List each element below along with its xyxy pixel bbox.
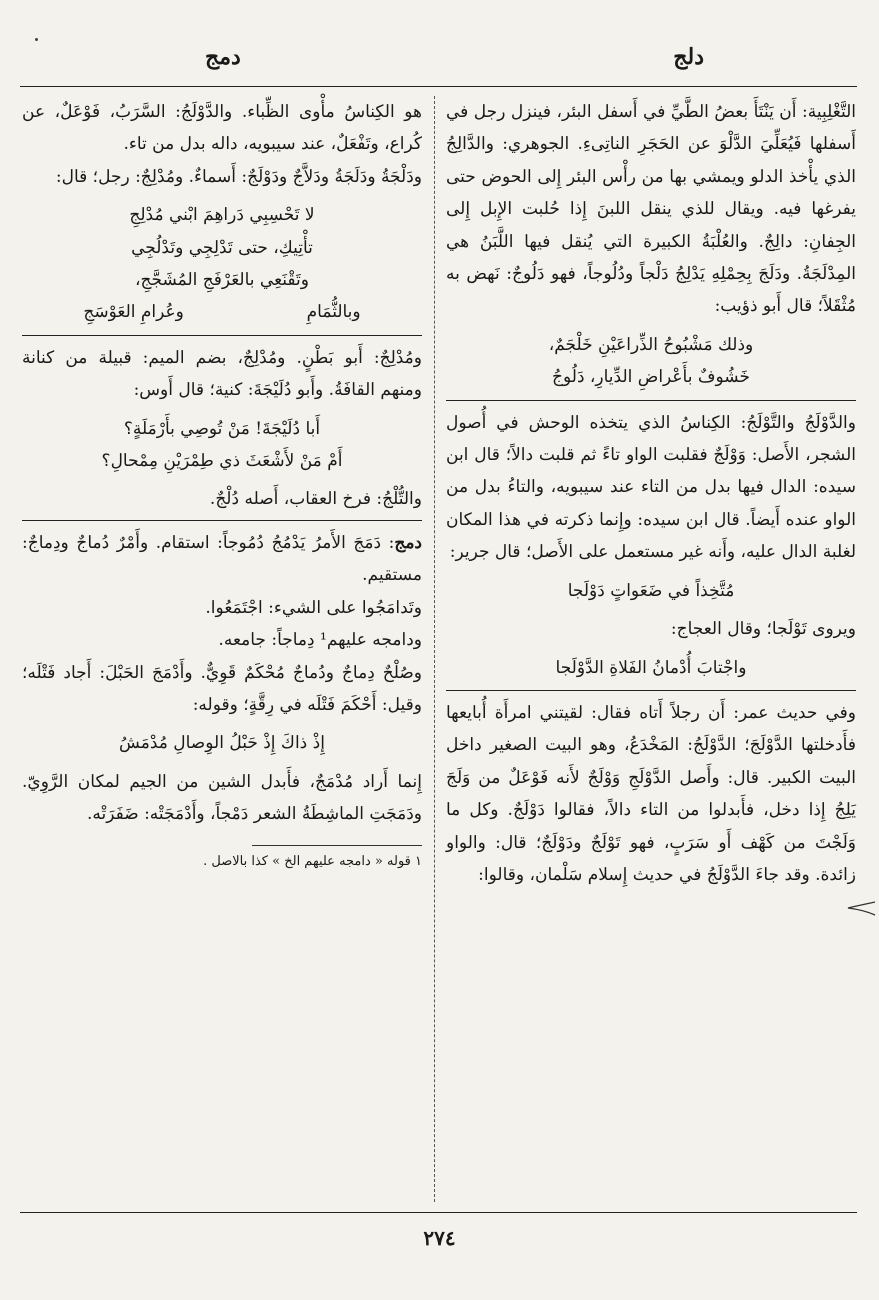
page-number: ٢٧٤: [423, 1226, 456, 1250]
entry-headword: دمج: [394, 532, 422, 553]
footnote-rule: [252, 845, 422, 846]
verse-hemistich: وبالثُّمَامِ: [306, 302, 361, 323]
verse-hemistich: وعُرامِ العَوْسَجِ: [83, 302, 184, 323]
paragraph: والدَّوْلَجُ والتَّوْلَجُ: الكِناسُ الذي يتخذه الوحش في أُصول الشجر، الأَصل: وَوْلَجٌ فقلبت الواو تاءً ثم قلبت دالاً؛ قال ابن سيده: الدال فيها بدل من التاء عند سيبويه، والتاءُ بدل من الواو عنده أَيضاً. قال ابن سيده: وإِنما ذكرته في هذا المكان لغلبة الدال عليه، وأَنه غير مستعمل على الأَصل؛ قال جرير:: [446, 412, 856, 563]
paragraph: التَّغْلِبِية: أَن يَنْتَأَ بعضُ الطَّيِّ في أَسفل البئر، فينزل رجل في أَسفلها فَيُعَلِّيَ الدَّلْوَ عن الحَجَرِ الناتِىءِ. الجوهري: والدَّالِجُ الذي يأْخذ الدلو ويمشي بها من رأْس البئر إِلى الحوض حتى يفرغها فيه. ويقال للذي ينقل اللبنَ إِذا حُلبت الإِبل إِلى الجِفانِ: دالِجٌ. والعُلْبَةُ الكبيرة التي يُنقل فيها اللَّبَنُ هي المِدْلَجَةُ. ودَلَجَ بِحِمْلِهِ يَدْلِجُ دَلْجاً ودُلُوجاً، فهو دَلُوجٌ: نَهض به مُثْقَلاً؛ قال أَبو ذؤيب:: [446, 102, 856, 317]
verse-line: خَشُوفٌ بأَعْراضِ الدِّيارِ، دَلُوجُ: [552, 367, 750, 388]
left-running-headword: دمج: [205, 44, 241, 70]
separator: [22, 335, 422, 336]
top-rule: [20, 86, 857, 87]
verse-block: [446, 575, 856, 607]
verse-line: لا تَحْسِبِي دَراهِمَ ابْني مُدْلِجِ: [129, 205, 315, 226]
verse-line: تأْتِيكِ، حتى تَدْلِجِي وتَدْلُجِي: [131, 237, 313, 258]
paragraph: وصُلْحٌ دِماجٌ ودُماجٌ مُحْكَمٌ قَوِيٌّ. وأَدْمَجَ الحَبْلَ: أَجاد فَتْلَه؛ وقيل: أَحْكَمَ فَتْلَه في رِقَّةٍ؛ وقوله:: [22, 662, 422, 715]
margin-pen-mark-icon: [846, 896, 876, 920]
right-column: [446, 96, 856, 891]
verse-line: أَبا دُلَيْجَةَ! مَنْ تُوصِي بأَرْمَلَةٍ؟: [123, 418, 321, 439]
scan-speck: [35, 38, 38, 41]
entry-text: : دَمَجَ الأَمرُ يَدْمُجُ دُمُوجاً: استقام. وأَمْرٌ دُماجٌ ودِماجٌ: مستقيم.: [22, 532, 422, 586]
paragraph: هو الكِناسُ مأْوى الظِّباء. والدَّوْلَجُ: السَّرَبُ، فَوْعَلٌ، عن كُراع، وتَفْعَلٌ، عند سيبويه، داله بدل من تاء.: [22, 102, 422, 155]
left-column: [22, 96, 422, 872]
paragraph: ومُدْلِجٌ: أَبو بَطْنٍ. ومُدْلِجٌ، بضم الميم: قبيلة من كنانة ومنهم القافَةُ. وأَبو دُلَيْجَةَ: كنية؛ قال أَوس:: [22, 347, 422, 401]
paragraph: ويروى تَوْلَجا؛ وقال العجاج:: [670, 619, 856, 640]
right-running-headword: دلج: [673, 44, 704, 70]
verse-line: إِذْ ذاكَ إِذْ حَبْلُ الوِصالِ مُدْمَشُ: [119, 733, 325, 754]
paragraph: والتُّلْجُ: فرخ العقاب، أَصله دُلْجٌ.: [209, 489, 422, 510]
separator: [446, 400, 856, 401]
verse-line: أَمْ مَنْ لأَشْعَثَ ذي طِمْرَيْنِ مِمْحالِ؟: [101, 451, 343, 472]
verse-block: [446, 652, 856, 684]
verse-line: واجْتابَ أُدْمانُ الفَلاةِ الدَّوْلَجا: [555, 657, 747, 678]
verse-block: [22, 727, 422, 759]
paragraph: ودَلْجَةُ ودَلَجَةُ ودَلاَّجٌ ودَوْلَجٌ: أَسماءٌ. ومُدْلِجٌ: رجل؛ قال:: [55, 166, 422, 187]
verse-block: [22, 199, 422, 329]
separator: [446, 690, 856, 691]
bottom-rule: [20, 1212, 857, 1213]
paragraph: وتَدامَجُوا على الشيء: اجْتَمَعُوا.: [205, 597, 422, 618]
paragraph: ودامجه عليهم¹ دِماجاً: جامعه.: [218, 630, 422, 651]
verse-line: وذلك مَشْبُوحُ الذِّراعَيْنِ خَلْجَمٌ،: [548, 334, 754, 355]
verse-block: [446, 329, 856, 394]
entry-paragraph: [22, 527, 422, 592]
verse-line: [22, 296, 422, 328]
verse-line: مُتَّخِذاً في ضَعَواتٍ دَوْلَجا: [567, 580, 735, 601]
verse-line: وتَقْنَعِي بالعَرْفَجِ المُشَجَّجِ،: [135, 270, 309, 291]
column-divider: [434, 96, 435, 1202]
paragraph: إِنما أَراد مُدْمَجٌ، فأَبدل الشين من الجيم لمكان الرَّوِيّ. ودَمَجَتِ الماشِطَةُ الشعر دَمْجاً، وأَدْمَجَتْه: ضَفَرَتْه.: [22, 771, 422, 825]
footnote: ١ قوله « دامجه عليهم الخ » كذا بالاصل .: [203, 853, 422, 869]
separator: [22, 520, 422, 521]
verse-block: [22, 413, 422, 478]
paragraph: وفي حديث عمر: أَن رجلاً أَتاه فقال: لقيتني امرأَة أُبايعها فأَدخلتها الدَّوْلَجَ؛ الدَّوْلَجُ: المَخْدَعُ، وهو البيت الصغير داخل البيت الكبير. قال: وأَصل الدَّوْلَجِ وَوْلَجٌ لأَنه فَوْعَلٌ من وَلَجَ يَلِجُ إِذا دخل، فأَبدلوا من التاء دالاً، فقالوا دَوْلَجٌ. وكل ما وَلَجْتَ من كَهْف أَو سَرَبٍ، فهو تَوْلَجٌ ودَوْلَجٌ؛ قال: والواو زائدة. وقد جاءَ الدَّوْلَجُ في حديث إِسلام سَلْمان، وقالوا:: [446, 702, 856, 885]
